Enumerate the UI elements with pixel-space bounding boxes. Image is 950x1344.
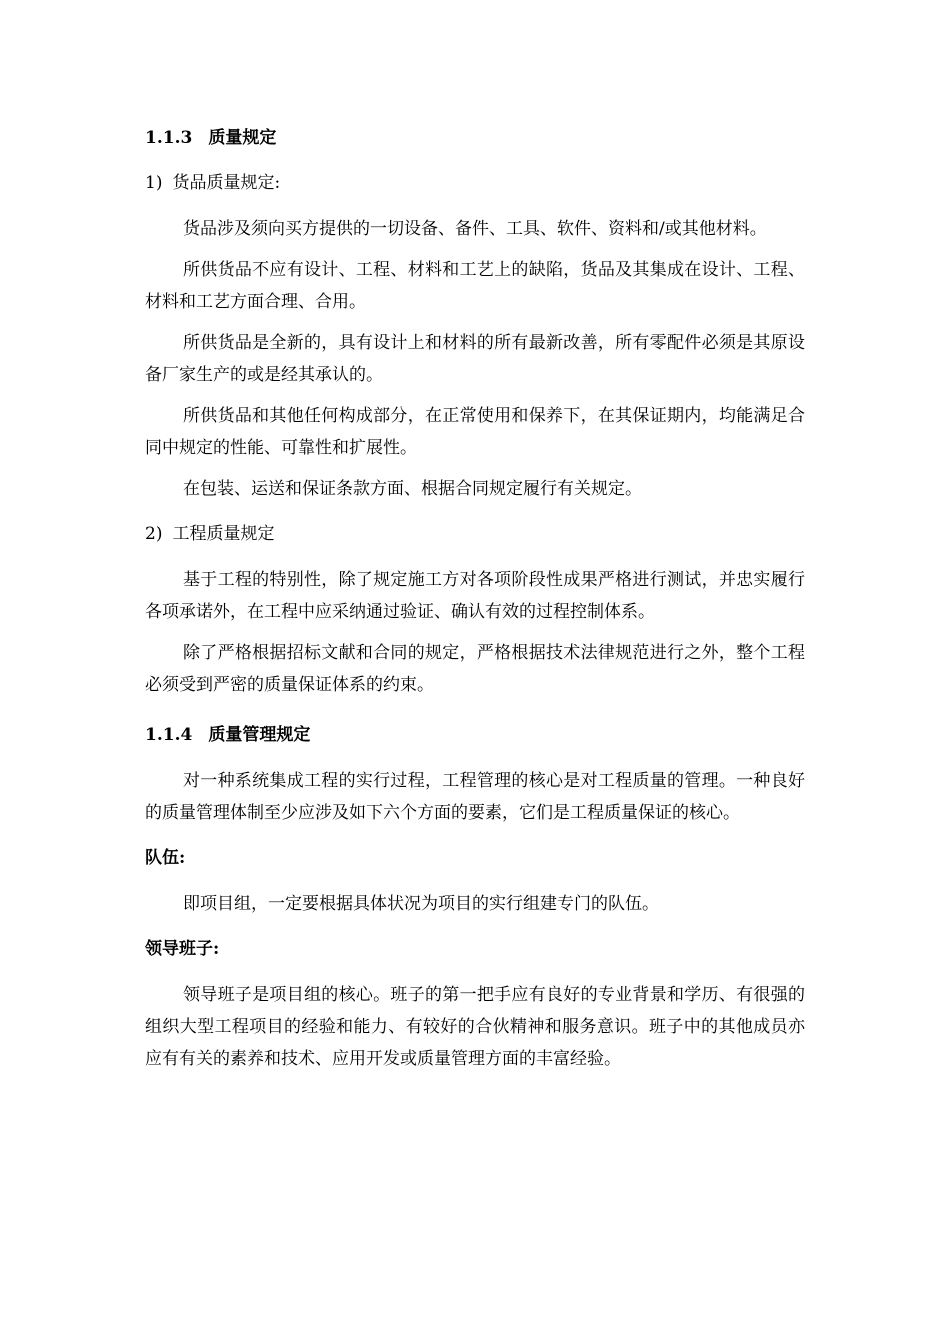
paragraph: 所供货品和其他任何构成部分，在正常使用和保养下，在其保证期内，均能满足合同中规定的性能、可靠性和扩展性。: [145, 406, 805, 458]
section-number: 1.1.4: [145, 725, 193, 745]
paragraph: 货品涉及须向买方提供的一切设备、备件、工具、软件、资料和/或其他材料。: [183, 219, 767, 239]
section-heading-1-1-4: [145, 723, 805, 747]
paragraph: 在包装、运送和保证条款方面、根据合同规定履行有关规定。: [183, 479, 642, 499]
list-number: 2): [145, 524, 163, 544]
section-heading-1-1-3: [145, 126, 805, 150]
paragraph: 除了严格根据招标文献和合同的规定，严格根据技术法律规范进行之外，整个工程必须受到严密的质量保证体系的约束。: [145, 643, 805, 695]
list-number: 1): [145, 173, 163, 193]
paragraph: 即项目组，一定要根据具体状况为项目的实行组建专门的队伍。: [183, 894, 659, 914]
paragraph: 基于工程的特别性，除了规定施工方对各项阶段性成果严格进行测试，并忠实履行各项承诺外，在工程中应采纳通过验证、确认有效的过程控制体系。: [145, 570, 805, 622]
paragraph: 领导班子是项目组的核心。班子的第一把手应有良好的专业背景和学历、有很强的组织大型工程项目的经验和能力、有较好的合伙精神和服务意识。班子中的其他成员亦应有有关的素养和技术、应用开发或质量管理方面的丰富经验。: [145, 985, 805, 1069]
subheading-team: 队伍:: [145, 848, 186, 868]
list-label: 货品质量规定:: [172, 173, 281, 193]
paragraph: 对一种系统集成工程的实行过程，工程管理的核心是对工程质量的管理。一种良好的质量管理体制至少应涉及如下六个方面的要素，它们是工程质量保证的核心。: [145, 771, 805, 823]
list-item-goods-quality: [145, 171, 805, 195]
list-item-engineering-quality: [145, 522, 805, 546]
paragraph: 所供货品不应有设计、工程、材料和工艺上的缺陷，货品及其集成在设计、工程、材料和工艺方面合理、合用。: [145, 260, 805, 312]
section-title: 质量规定: [208, 128, 277, 148]
list-label: 工程质量规定: [172, 524, 275, 544]
subheading-leadership: 领导班子:: [145, 939, 220, 959]
paragraph: 所供货品是全新的，具有设计上和材料的所有最新改善，所有零配件必须是其原设备厂家生产的或是经其承认的。: [145, 333, 805, 385]
document-body: [145, 118, 805, 1075]
section-number: 1.1.3: [145, 128, 193, 148]
section-title: 质量管理规定: [208, 725, 311, 745]
